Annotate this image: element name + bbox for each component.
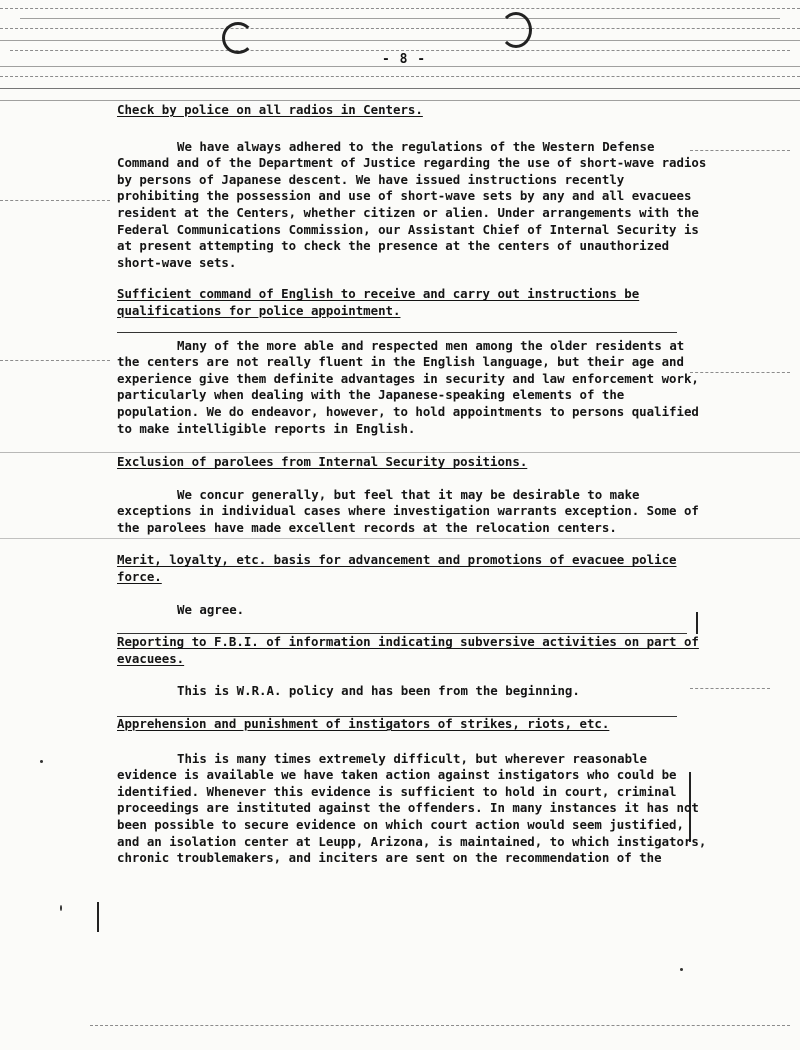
page-number: - 8 - [382,52,427,67]
margin-mark [97,902,99,932]
section-paragraph: We agree. [177,601,245,617]
scan-speck [680,968,683,971]
scan-noise-line [0,200,110,202]
binder-mark [222,22,254,54]
scan-speck [60,905,62,911]
scan-noise-line [90,1025,790,1027]
scan-noise-line [0,28,800,30]
document-body [117,102,713,867]
section-heading: Exclusion of parolees from Internal Security positions. [117,454,528,470]
section-paragraph: We concur generally, but feel that it may be desirable to make exceptions in individual cases where investigation warrants exception. Some of the parolees have made excellent records at the relocation centers. [117,486,699,535]
scan-noise-line [0,8,800,10]
section-heading: Sufficient command of English to receive and carry out instructions be qualifications for police appointment. [117,286,640,318]
section-fbi [117,634,713,700]
section-paragraph: This is many times extremely difficult, but wherever reasonable evidence is available we have taken action against instigators who could be identified. Whenever this evidence is sufficient to hold in court, criminal proceedings are instituted against the offenders. In many instances it has not been possible to secure evidence on which court action would seem justified, and an isolation center at Leupp, Arizona, is maintained, to which instigators, chronic troublemakers, and inciters are sent on the recommendation of the [117,750,707,866]
scan-noise-line [0,360,110,362]
scan-speck [40,760,43,763]
binder-mark [500,12,532,48]
section-radios [117,102,713,271]
section-parolees [117,454,713,536]
section-paragraph: This is W.R.A. policy and has been from the beginning. [177,683,580,699]
scan-noise-line [0,40,800,41]
section-heading: Merit, loyalty, etc. basis for advancement and promotions of evacuee police force. [117,552,677,585]
section-heading: Reporting to F.B.I. of information indicating subversive activities on part of evacuees. [117,634,699,666]
section-instigators [117,716,713,867]
section-english [117,286,713,437]
section-heading: Check by police on all radios in Centers. [117,102,423,117]
section-paragraph: We have always adhered to the regulations of the Western Defense Command and of the Department of Justice regarding the use of short-wave radios by persons of Japanese descent. We have issued instructions recently prohibiting the possession and use of short-wave sets by any and all evacuees resident at the Centers, whether citizen or alien. Under arrangements with the Federal Communications Commission, our Assistant Chief of Internal Security is at present attempting to check the presence at the centers of unauthorized short-wave sets. [117,138,707,270]
scan-noise-line [0,100,800,101]
section-heading: Apprehension and punishment of instigators of strikes, riots, etc. [117,716,610,732]
scan-noise-line [0,88,800,89]
section-paragraph: Many of the more able and respected men among the older residents at the centers are not really fluent in the English language, but their age and experience give them definite advantages in security and law enforcement work, particularly when dealing with the Japanese-speaking elements of the population. We do endeavor, however, to hold appointments to persons qualified to make intelligible reports in English. [117,337,699,436]
scan-noise-line [0,76,800,78]
section-merit [117,552,713,618]
scan-noise-line [20,18,780,19]
